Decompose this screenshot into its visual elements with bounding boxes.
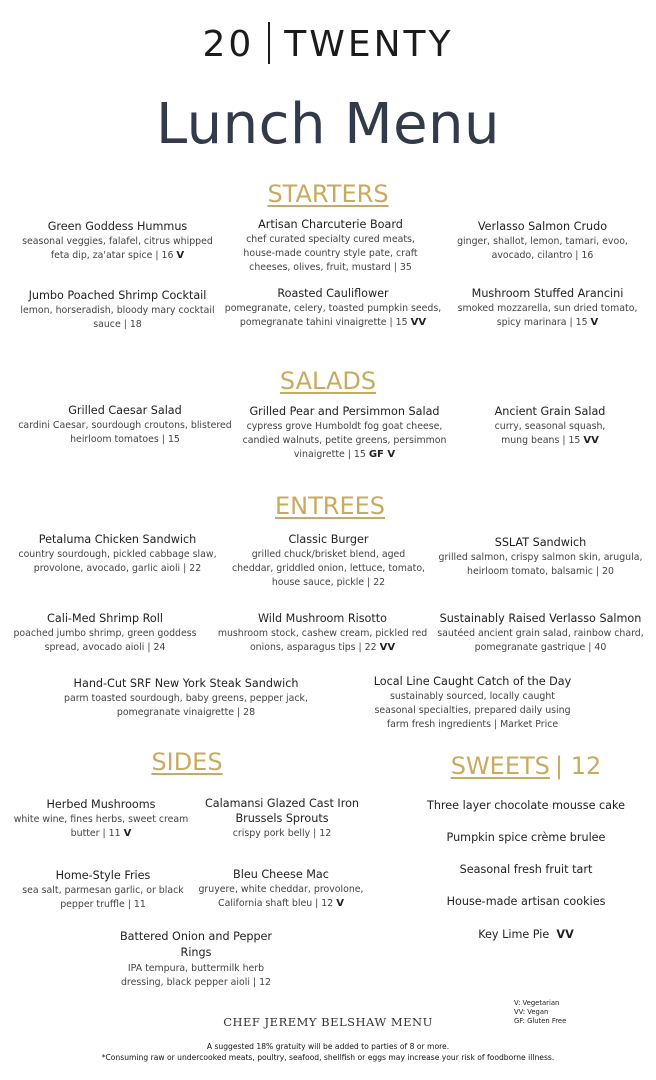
diet-tag: VV [556, 928, 574, 941]
menu-item [5, 868, 201, 912]
brand-left: 20 [202, 24, 255, 65]
section-sweets [430, 752, 622, 780]
item-desc: lemon, horseradish, bloody mary cocktail sauce | 18 [20, 305, 215, 330]
item-name: Wild Mushroom Risotto [257, 612, 388, 625]
menu-item [213, 286, 453, 330]
gratuity-note: A suggested 18% gratuity will be added to parties of 8 or more. [206, 1042, 450, 1051]
section-starters: STARTERS [267, 180, 389, 208]
item-desc: parm toasted sourdough, baby greens, pepper jack, pomegranate vinaigrette | 28 [64, 693, 308, 718]
item-name: Cali-Med Shrimp Roll [47, 612, 163, 625]
item-name: Home-Style Fries [55, 869, 151, 882]
item-desc: pomegranate, celery, toasted pumpkin seeds, pomegranate tahini vinaigrette | 15 VV [224, 303, 442, 328]
item-name: Petaluma Chicken Sandwich [38, 533, 197, 546]
diet-tag: V [336, 898, 344, 909]
item-desc: gruyere, white cheddar, provolone, California shaft bleu | 12 V [198, 884, 364, 909]
item-name: Local Line Caught Catch of the Day [373, 675, 572, 688]
diet-tag: VV [583, 435, 599, 446]
item-name: Artisan Charcuterie Board [258, 218, 403, 231]
item-desc: sustainably sourced, locally caught seasonal specialties, prepared daily using farm fresh ingredients | Market Price [374, 691, 571, 730]
item-desc: country sourdough, pickled cabbage slaw, provolone, avocado, garlic aioli | 22 [18, 549, 217, 574]
item-name: Grilled Caesar Salad [68, 404, 182, 417]
item-name: Calamansi Glazed Cast Iron Brussels Sprouts [204, 797, 360, 825]
item-desc: curry, seasonal squash, mung beans | 15 VV [494, 421, 606, 446]
item-desc: sautéed ancient grain salad, rainbow chard, pomegranate gastrique | 40 [437, 628, 644, 653]
item-desc: seasonal veggies, falafel, citrus whipped feta dip, za'atar spice | 16 V [22, 236, 213, 261]
menu-item [435, 286, 656, 330]
item-desc: white wine, fines herbs, sweet cream butter | 11 V [13, 814, 189, 839]
sweets-price: | 12 [555, 752, 602, 780]
item-name: Sustainably Raised Verlasso Salmon [439, 612, 642, 625]
sweets-heading: SWEETS [450, 752, 550, 780]
menu-item [430, 219, 655, 263]
item-desc: cypress grove Humboldt fog goat cheese, candied walnuts, petite greens, persimmon vinaigrette | 15 GF V [242, 421, 447, 460]
brand-logo [0, 24, 656, 67]
menu-item [5, 288, 230, 332]
menu-item [232, 404, 457, 462]
sweet-item: Three layer chocolate mousse cake [427, 799, 625, 812]
item-desc: sea salt, parmesan garlic, or black pepper truffle | 11 [22, 885, 184, 910]
item-desc: grilled chuck/brisket blend, aged cheddar, griddled onion, lettuce, tomato, house sauce, pickle | 22 [231, 549, 426, 588]
diet-legend: V: Vegetarian VV: Vegan GF: Gluten Free [514, 999, 567, 1025]
sweet-item: House-made artisan cookies [446, 895, 606, 908]
item-name: SSLAT Sandwich [494, 536, 587, 549]
item-desc: grilled salmon, crispy salmon skin, arugula, heirloom tomato, balsamic | 20 [438, 552, 643, 577]
menu-item [182, 796, 382, 841]
menu-item [0, 611, 210, 655]
brand-divider [268, 22, 270, 64]
diet-tag: V [176, 250, 185, 261]
brand-right: TWENTY [284, 24, 454, 65]
diet-tag: VV [379, 642, 396, 653]
item-desc: smoked mozzarella, sun dried tomato, spicy marinara | 15 V [457, 303, 638, 328]
menu-item [218, 217, 443, 275]
section-entrees: ENTREES [274, 492, 385, 520]
item-name: Roasted Cauliflower [277, 287, 389, 300]
item-name: Grilled Pear and Persimmon Salad [249, 405, 440, 418]
item-name: Hand-Cut SRF New York Steak Sandwich [73, 677, 299, 690]
section-salads: SALADS [279, 367, 377, 395]
diet-tag: VV [410, 317, 427, 328]
page-title: Lunch Menu [155, 92, 501, 157]
item-desc: chef curated specialty cured meats, house-made country style pate, craft cheeses, olives, fruit, mustard | 35 [243, 234, 418, 273]
item-name: Mushroom Stuffed Arancini [471, 287, 624, 300]
item-desc: ginger, shallot, lemon, tamari, evoo, avocado, cilantro | 16 [457, 236, 628, 261]
menu-item [5, 403, 245, 447]
sweet-item: Key Lime Pie VV [478, 928, 574, 941]
item-desc: cardini Caesar, sourdough croutons, blistered heirloom tomatoes | 15 [18, 420, 232, 445]
item-name: Ancient Grain Salad [494, 405, 606, 418]
menu-item [96, 929, 296, 990]
item-desc: poached jumbo shrimp, green goddess spread, avocado aioli | 24 [13, 628, 197, 653]
menu-item [425, 611, 656, 655]
menu-item [455, 404, 645, 448]
menu-item [216, 532, 441, 590]
menu-item [428, 535, 653, 579]
sweet-item: Seasonal fresh fruit tart [459, 863, 593, 876]
item-desc: mushroom stock, cashew cream, pickled red onions, asparagus tips | 22 VV [217, 628, 428, 653]
item-name: Jumbo Poached Shrimp Cocktail [28, 289, 207, 302]
diet-tag: GF V [368, 449, 396, 460]
menu-item [5, 219, 230, 263]
menu-item [185, 867, 377, 911]
menu-item [350, 674, 595, 732]
menu-item [5, 532, 230, 576]
section-sides: SIDES [151, 748, 223, 776]
chef-credit: CHEF JEREMY BELSHAW MENU [223, 1015, 433, 1029]
item-name: Verlasso Salmon Crudo [477, 220, 608, 233]
menu-item [55, 676, 317, 720]
menu-item [210, 611, 435, 655]
diet-tag: V [123, 828, 132, 839]
menu-item [5, 797, 197, 841]
item-desc: crispy pork belly | 12 [232, 828, 332, 839]
item-name: Herbed Mushrooms [46, 798, 156, 811]
item-name: Green Goddess Hummus [47, 220, 188, 233]
item-name: Bleu Cheese Mac [233, 868, 329, 881]
diet-tag: V [590, 317, 599, 328]
item-name: Battered Onion and Pepper Rings [119, 930, 273, 959]
item-name: Classic Burger [288, 533, 369, 546]
item-desc: IPA tempura, buttermilk herb dressing, black pepper aioli | 12 [120, 963, 272, 988]
sweet-item: Pumpkin spice crème brulee [446, 831, 606, 844]
foodborne-warning: *Consuming raw or undercooked meats, poultry, seafood, shellfish or eggs may increase your risk of foodborne illness. [101, 1053, 555, 1062]
